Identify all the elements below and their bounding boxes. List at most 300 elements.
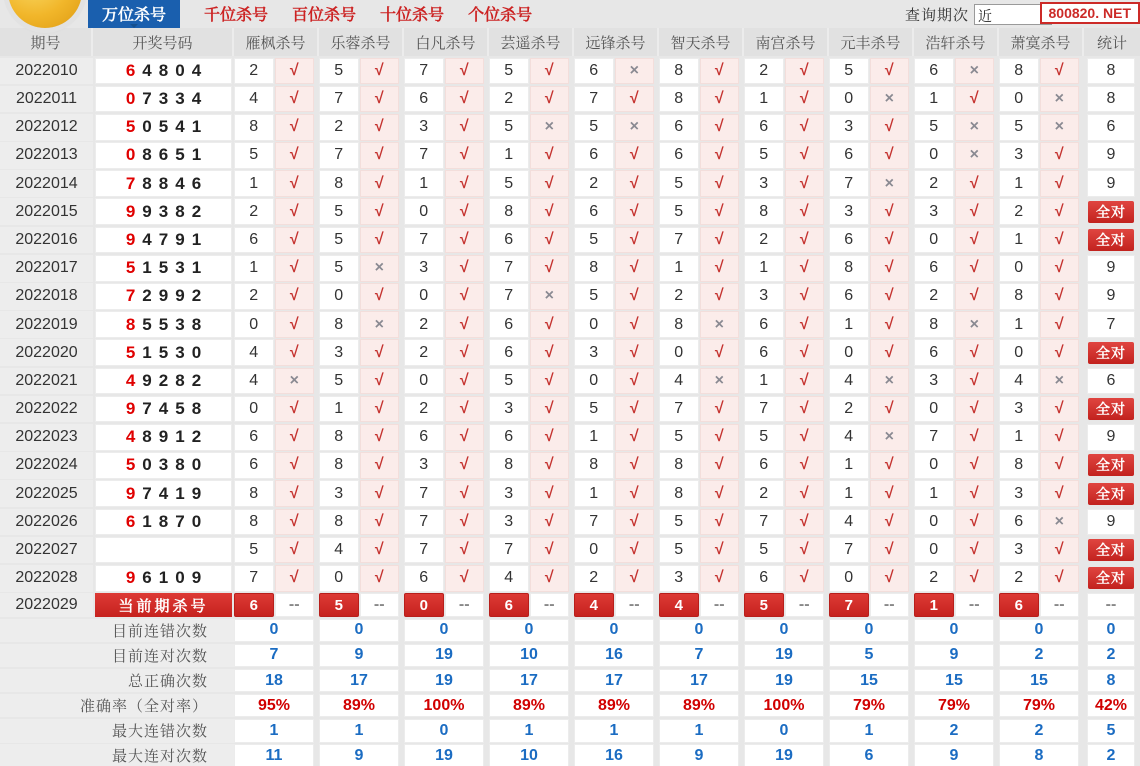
kill-number-cell: 7 <box>659 396 699 423</box>
expert-cell <box>404 537 489 564</box>
check-icon: √ <box>785 424 825 451</box>
kill-number-cell: 2 <box>574 565 614 592</box>
header-cell-expert-3: 白凡杀号 <box>404 28 489 56</box>
kill-number-cell: 0 <box>914 227 954 254</box>
draw-cell <box>93 255 234 282</box>
stat-cell <box>1084 311 1140 338</box>
expert-cell <box>574 142 659 169</box>
expert-cell <box>489 227 574 254</box>
summary-value: 7 <box>659 644 739 668</box>
kill-number-cell: 3 <box>319 480 359 507</box>
stat-cell <box>1084 593 1140 617</box>
kill-number-cell: 8 <box>659 480 699 507</box>
check-icon: √ <box>530 509 570 536</box>
check-icon: √ <box>275 452 315 479</box>
check-icon: √ <box>360 142 400 169</box>
stat-value: 9 <box>1087 142 1135 169</box>
expert-cell <box>659 368 744 395</box>
summary-value: 9 <box>659 744 739 766</box>
kill-number-cell: 1 <box>574 480 614 507</box>
kill-number-cell: 3 <box>404 452 444 479</box>
kill-number-cell: 2 <box>914 283 954 310</box>
check-icon: √ <box>785 396 825 423</box>
kill-number-cell: 3 <box>489 396 529 423</box>
check-icon: √ <box>1040 227 1080 254</box>
draw-digit: 6 <box>125 511 136 531</box>
logo-ball-icon <box>8 0 82 28</box>
current-kill-number: 7 <box>829 593 869 617</box>
period-cell: 2022026 <box>0 509 93 536</box>
draw-number <box>95 396 232 423</box>
check-icon: √ <box>700 509 740 536</box>
draw-digit: 6 <box>125 60 136 80</box>
expert-cell <box>659 452 744 479</box>
kill-number-cell: 5 <box>234 537 274 564</box>
draw-digit: 0 <box>142 455 152 475</box>
kill-number-cell: 1 <box>489 142 529 169</box>
draw-digit: 6 <box>191 173 202 193</box>
table-row <box>0 197 1140 225</box>
period-cell: 2022029 <box>0 593 93 617</box>
current-kill-number: 1 <box>914 593 954 617</box>
expert-cell <box>489 114 574 141</box>
check-icon: √ <box>445 58 485 85</box>
stat-cell <box>1084 396 1140 423</box>
expert-cell <box>999 593 1084 617</box>
draw-number <box>95 58 232 85</box>
kill-number-cell: 4 <box>829 424 869 451</box>
expert-cell <box>489 396 574 423</box>
kill-number-cell: 8 <box>489 198 529 225</box>
expert-cell <box>319 311 404 338</box>
draw-number <box>95 114 232 141</box>
check-icon: √ <box>360 480 400 507</box>
expert-cell <box>489 255 574 282</box>
kill-number-cell: 4 <box>999 368 1039 395</box>
kill-number-cell: 7 <box>489 283 529 310</box>
draw-digit: 5 <box>175 145 185 165</box>
expert-cell <box>999 142 1084 169</box>
check-icon: √ <box>275 255 315 282</box>
stat-badge-full-correct: 全对 <box>1088 483 1134 505</box>
expert-cell <box>404 86 489 113</box>
kill-number-cell: 6 <box>744 311 784 338</box>
check-icon: √ <box>360 368 400 395</box>
expert-cell <box>404 255 489 282</box>
draw-cell <box>93 311 234 338</box>
draw-digit: 9 <box>175 229 185 249</box>
summary-value-cell <box>744 744 829 766</box>
summary-stat: 2 <box>1087 644 1135 668</box>
expert-cell <box>574 170 659 197</box>
kill-number-cell: 5 <box>744 142 784 169</box>
period-cell: 2022022 <box>0 396 93 423</box>
expert-cell <box>999 114 1084 141</box>
draw-digit: 3 <box>158 89 169 109</box>
tab-qianwei[interactable]: 千位杀号 <box>204 7 269 24</box>
check-icon: √ <box>785 509 825 536</box>
kill-number-cell: 0 <box>829 86 869 113</box>
check-icon: √ <box>785 227 825 254</box>
summary-value-cell <box>829 619 914 643</box>
draw-digit: 5 <box>158 342 169 362</box>
draw-digit: 9 <box>125 483 136 503</box>
kill-number-cell: 1 <box>574 424 614 451</box>
summary-value-cell <box>659 669 744 693</box>
cross-icon: × <box>955 311 995 338</box>
kill-number-cell: 6 <box>744 452 784 479</box>
check-icon: √ <box>1040 283 1080 310</box>
expert-cell <box>999 480 1084 507</box>
draw-digit: 4 <box>158 399 169 419</box>
draw-digit: 0 <box>191 455 202 475</box>
stat-cell <box>1084 368 1140 395</box>
expert-cell <box>404 339 489 366</box>
expert-cell <box>234 114 319 141</box>
check-icon: √ <box>955 565 995 592</box>
topbar <box>0 0 1140 27</box>
check-icon: √ <box>870 396 910 423</box>
summary-value-cell <box>744 669 829 693</box>
check-icon: √ <box>530 227 570 254</box>
summary-value-cell <box>999 619 1084 643</box>
draw-digit: 9 <box>191 483 202 503</box>
expert-cell <box>319 509 404 536</box>
kill-number-cell: 8 <box>914 311 954 338</box>
current-kill-number: 0 <box>404 593 444 617</box>
expert-cell <box>319 368 404 395</box>
expert-cell <box>829 142 914 169</box>
check-icon: √ <box>360 114 400 141</box>
expert-cell <box>574 537 659 564</box>
kill-number-cell: 7 <box>659 227 699 254</box>
check-icon: √ <box>870 198 910 225</box>
expert-cell <box>234 58 319 85</box>
kill-number-cell: 6 <box>914 255 954 282</box>
kill-number-cell: 6 <box>404 565 444 592</box>
expert-cell <box>404 396 489 423</box>
summary-value-cell <box>574 619 659 643</box>
check-icon: √ <box>360 424 400 451</box>
stat-cell <box>1084 509 1140 536</box>
kill-number-cell: 7 <box>829 170 869 197</box>
expert-cell <box>829 339 914 366</box>
expert-cell <box>914 565 999 592</box>
expert-cell <box>999 565 1084 592</box>
draw-digit: 4 <box>142 229 152 249</box>
summary-value: 2 <box>999 719 1079 743</box>
draw-digit: 4 <box>175 117 185 137</box>
expert-cell <box>829 565 914 592</box>
summary-stat: 8 <box>1087 669 1135 693</box>
stat-cell <box>1084 283 1140 310</box>
draw-digit: 8 <box>175 370 185 390</box>
check-icon: √ <box>445 339 485 366</box>
kill-number-cell: 1 <box>829 480 869 507</box>
summary-stat: 0 <box>1087 619 1135 643</box>
summary-value: 9 <box>319 644 399 668</box>
stat-value: 9 <box>1087 255 1135 282</box>
tab-gewei[interactable]: 个位杀号 <box>468 7 533 24</box>
expert-cell <box>404 480 489 507</box>
expert-cell <box>234 198 319 225</box>
expert-cell <box>234 227 319 254</box>
summary-value: 0 <box>319 619 399 643</box>
cross-icon: × <box>275 368 315 395</box>
check-icon: √ <box>1040 537 1080 564</box>
check-icon: √ <box>530 170 570 197</box>
header-cell-expert-4: 芸遥杀号 <box>489 28 574 56</box>
draw-digit: 9 <box>125 399 136 419</box>
stat-cell <box>1084 480 1140 507</box>
table-row <box>0 451 1140 479</box>
kill-number-cell: 8 <box>319 170 359 197</box>
expert-cell <box>319 452 404 479</box>
expert-cell <box>489 452 574 479</box>
check-icon: √ <box>955 198 995 225</box>
table-row <box>0 169 1140 197</box>
summary-value: 7 <box>234 644 314 668</box>
draw-digit: 5 <box>125 455 136 475</box>
current-kill-number: 6 <box>999 593 1039 617</box>
check-icon: √ <box>360 452 400 479</box>
table-row <box>0 112 1140 140</box>
kill-number-cell: 3 <box>999 396 1039 423</box>
expert-cell <box>914 480 999 507</box>
kill-number-cell: 6 <box>914 339 954 366</box>
draw-digit: 5 <box>125 117 136 137</box>
summary-row <box>0 642 1140 667</box>
current-kill-number: 5 <box>744 593 784 617</box>
check-icon: √ <box>785 198 825 225</box>
summary-value-cell <box>319 694 404 718</box>
expert-cell <box>744 227 829 254</box>
expert-cell <box>404 593 489 617</box>
kill-number-cell: 4 <box>234 339 274 366</box>
kill-number-cell: 4 <box>319 537 359 564</box>
expert-cell <box>489 311 574 338</box>
expert-cell <box>489 198 574 225</box>
check-icon: √ <box>1040 480 1080 507</box>
expert-cell <box>489 368 574 395</box>
draw-cell <box>93 142 234 169</box>
expert-cell <box>659 58 744 85</box>
draw-digit: 4 <box>158 483 169 503</box>
expert-cell <box>404 227 489 254</box>
summary-value-cell <box>574 694 659 718</box>
summary-stat: 2 <box>1087 744 1135 766</box>
draw-digit: 8 <box>142 427 152 447</box>
check-icon: √ <box>445 142 485 169</box>
check-icon: √ <box>445 509 485 536</box>
summary-label: 准确率（全对率） <box>0 694 234 718</box>
expert-cell <box>999 255 1084 282</box>
expert-cell <box>829 198 914 225</box>
check-icon: √ <box>615 424 655 451</box>
check-icon: √ <box>1040 565 1080 592</box>
check-icon: √ <box>1040 311 1080 338</box>
summary-value-cell <box>659 719 744 743</box>
expert-cell <box>574 58 659 85</box>
expert-cell <box>489 283 574 310</box>
expert-cell <box>999 452 1084 479</box>
draw-digit: 8 <box>158 173 169 193</box>
draw-digit: 9 <box>125 229 136 249</box>
period-cell: 2022019 <box>0 311 93 338</box>
table-row <box>0 338 1140 366</box>
draw-digit: 9 <box>142 201 152 221</box>
expert-cell <box>744 58 829 85</box>
kill-number-cell: 1 <box>319 396 359 423</box>
draw-digit: 4 <box>125 427 136 447</box>
check-icon: √ <box>870 227 910 254</box>
pending-mark: -- <box>360 593 400 617</box>
expert-cell <box>319 114 404 141</box>
check-icon: √ <box>1040 170 1080 197</box>
current-kill-number: 6 <box>489 593 529 617</box>
expert-cell <box>914 198 999 225</box>
draw-cell <box>93 593 234 617</box>
kill-number-cell: 3 <box>404 255 444 282</box>
check-icon: √ <box>445 198 485 225</box>
check-icon: √ <box>275 170 315 197</box>
draw-number <box>95 339 232 366</box>
check-icon: √ <box>530 198 570 225</box>
table-header <box>0 28 1140 56</box>
check-icon: √ <box>785 368 825 395</box>
summary-value-cell <box>744 619 829 643</box>
expert-cell <box>404 368 489 395</box>
stat-badge-full-correct: 全对 <box>1088 539 1134 561</box>
expert-cell <box>574 283 659 310</box>
draw-number <box>95 480 232 507</box>
kill-number-cell: 1 <box>234 255 274 282</box>
draw-digit: 9 <box>175 286 185 306</box>
draw-number <box>95 424 232 451</box>
expert-cell <box>829 311 914 338</box>
expert-cell <box>914 86 999 113</box>
expert-cell <box>574 452 659 479</box>
stat-value: -- <box>1087 593 1135 617</box>
expert-cell <box>829 283 914 310</box>
check-icon: √ <box>1040 198 1080 225</box>
kill-number-cell: 6 <box>744 114 784 141</box>
tab-shiwei[interactable]: 十位杀号 <box>380 7 445 24</box>
summary-value: 95% <box>234 694 314 718</box>
stat-cell <box>1084 537 1140 564</box>
draw-digit: 7 <box>142 399 152 419</box>
expert-cell <box>999 424 1084 451</box>
cross-icon: × <box>1040 509 1080 536</box>
summary-value: 1 <box>574 719 654 743</box>
period-cell: 2022015 <box>0 198 93 225</box>
kill-number-cell: 1 <box>914 86 954 113</box>
kill-number-cell: 1 <box>659 255 699 282</box>
expert-cell <box>999 311 1084 338</box>
summary-value-cell <box>829 694 914 718</box>
table-row <box>0 366 1140 394</box>
kill-number-cell: 8 <box>319 311 359 338</box>
kill-number-cell: 3 <box>999 142 1039 169</box>
check-icon: √ <box>530 396 570 423</box>
summary-value: 1 <box>659 719 739 743</box>
summary-value-cell <box>829 644 914 668</box>
tab-wanwei[interactable]: 万位杀号 <box>88 0 180 28</box>
draw-digit: 2 <box>158 370 169 390</box>
summary-value: 9 <box>914 644 994 668</box>
draw-cell <box>93 198 234 225</box>
draw-number <box>95 452 232 479</box>
summary-value-cell <box>404 719 489 743</box>
kill-number-cell: 7 <box>744 396 784 423</box>
check-icon: √ <box>700 424 740 451</box>
kill-number-cell: 5 <box>319 198 359 225</box>
period-cell: 2022017 <box>0 255 93 282</box>
expert-cell <box>829 424 914 451</box>
summary-value: 0 <box>744 719 824 743</box>
kill-number-cell: 7 <box>319 86 359 113</box>
summary-value-cell <box>319 669 404 693</box>
draw-digit: 1 <box>175 483 185 503</box>
kill-number-cell: 7 <box>404 480 444 507</box>
kill-number-cell: 0 <box>574 537 614 564</box>
expert-cell <box>744 452 829 479</box>
check-icon: √ <box>445 170 485 197</box>
check-icon: √ <box>955 424 995 451</box>
expert-cell <box>999 86 1084 113</box>
summary-value-cell <box>319 644 404 668</box>
summary-value-cell <box>234 644 319 668</box>
kill-number-cell: 5 <box>659 537 699 564</box>
draw-digit: 8 <box>175 201 185 221</box>
table-row <box>0 535 1140 563</box>
cross-icon: × <box>870 86 910 113</box>
expert-cell <box>489 480 574 507</box>
draw-digit: 4 <box>191 89 202 109</box>
summary-value: 9 <box>914 744 994 766</box>
current-period-row <box>0 592 1140 618</box>
draw-digit: 1 <box>191 145 202 165</box>
header-cell-expert-2: 乐蓉杀号 <box>319 28 404 56</box>
stat-badge-full-correct: 全对 <box>1088 567 1134 589</box>
expert-cell <box>659 593 744 617</box>
table-row <box>0 282 1140 310</box>
kill-number-cell: 3 <box>404 114 444 141</box>
expert-cell <box>914 339 999 366</box>
check-icon: √ <box>700 339 740 366</box>
kill-number-cell: 1 <box>744 86 784 113</box>
kill-number-cell: 4 <box>234 86 274 113</box>
header-cell-period: 期号 <box>0 28 93 56</box>
expert-cell <box>574 311 659 338</box>
expert-cell <box>234 311 319 338</box>
expert-cell <box>404 142 489 169</box>
pending-mark: -- <box>870 593 910 617</box>
kill-number-cell: 2 <box>829 396 869 423</box>
draw-number <box>95 283 232 310</box>
check-icon: √ <box>360 198 400 225</box>
expert-cell <box>574 368 659 395</box>
draw-cell <box>93 170 234 197</box>
kill-number-cell: 3 <box>319 339 359 366</box>
tab-baiwei[interactable]: 百位杀号 <box>292 7 357 24</box>
draw-digit: 0 <box>125 145 136 165</box>
kill-number-cell: 6 <box>489 424 529 451</box>
check-icon: √ <box>530 424 570 451</box>
check-icon: √ <box>275 509 315 536</box>
period-range-input[interactable]: 近 <box>974 4 1052 25</box>
draw-digit: 1 <box>142 258 152 278</box>
